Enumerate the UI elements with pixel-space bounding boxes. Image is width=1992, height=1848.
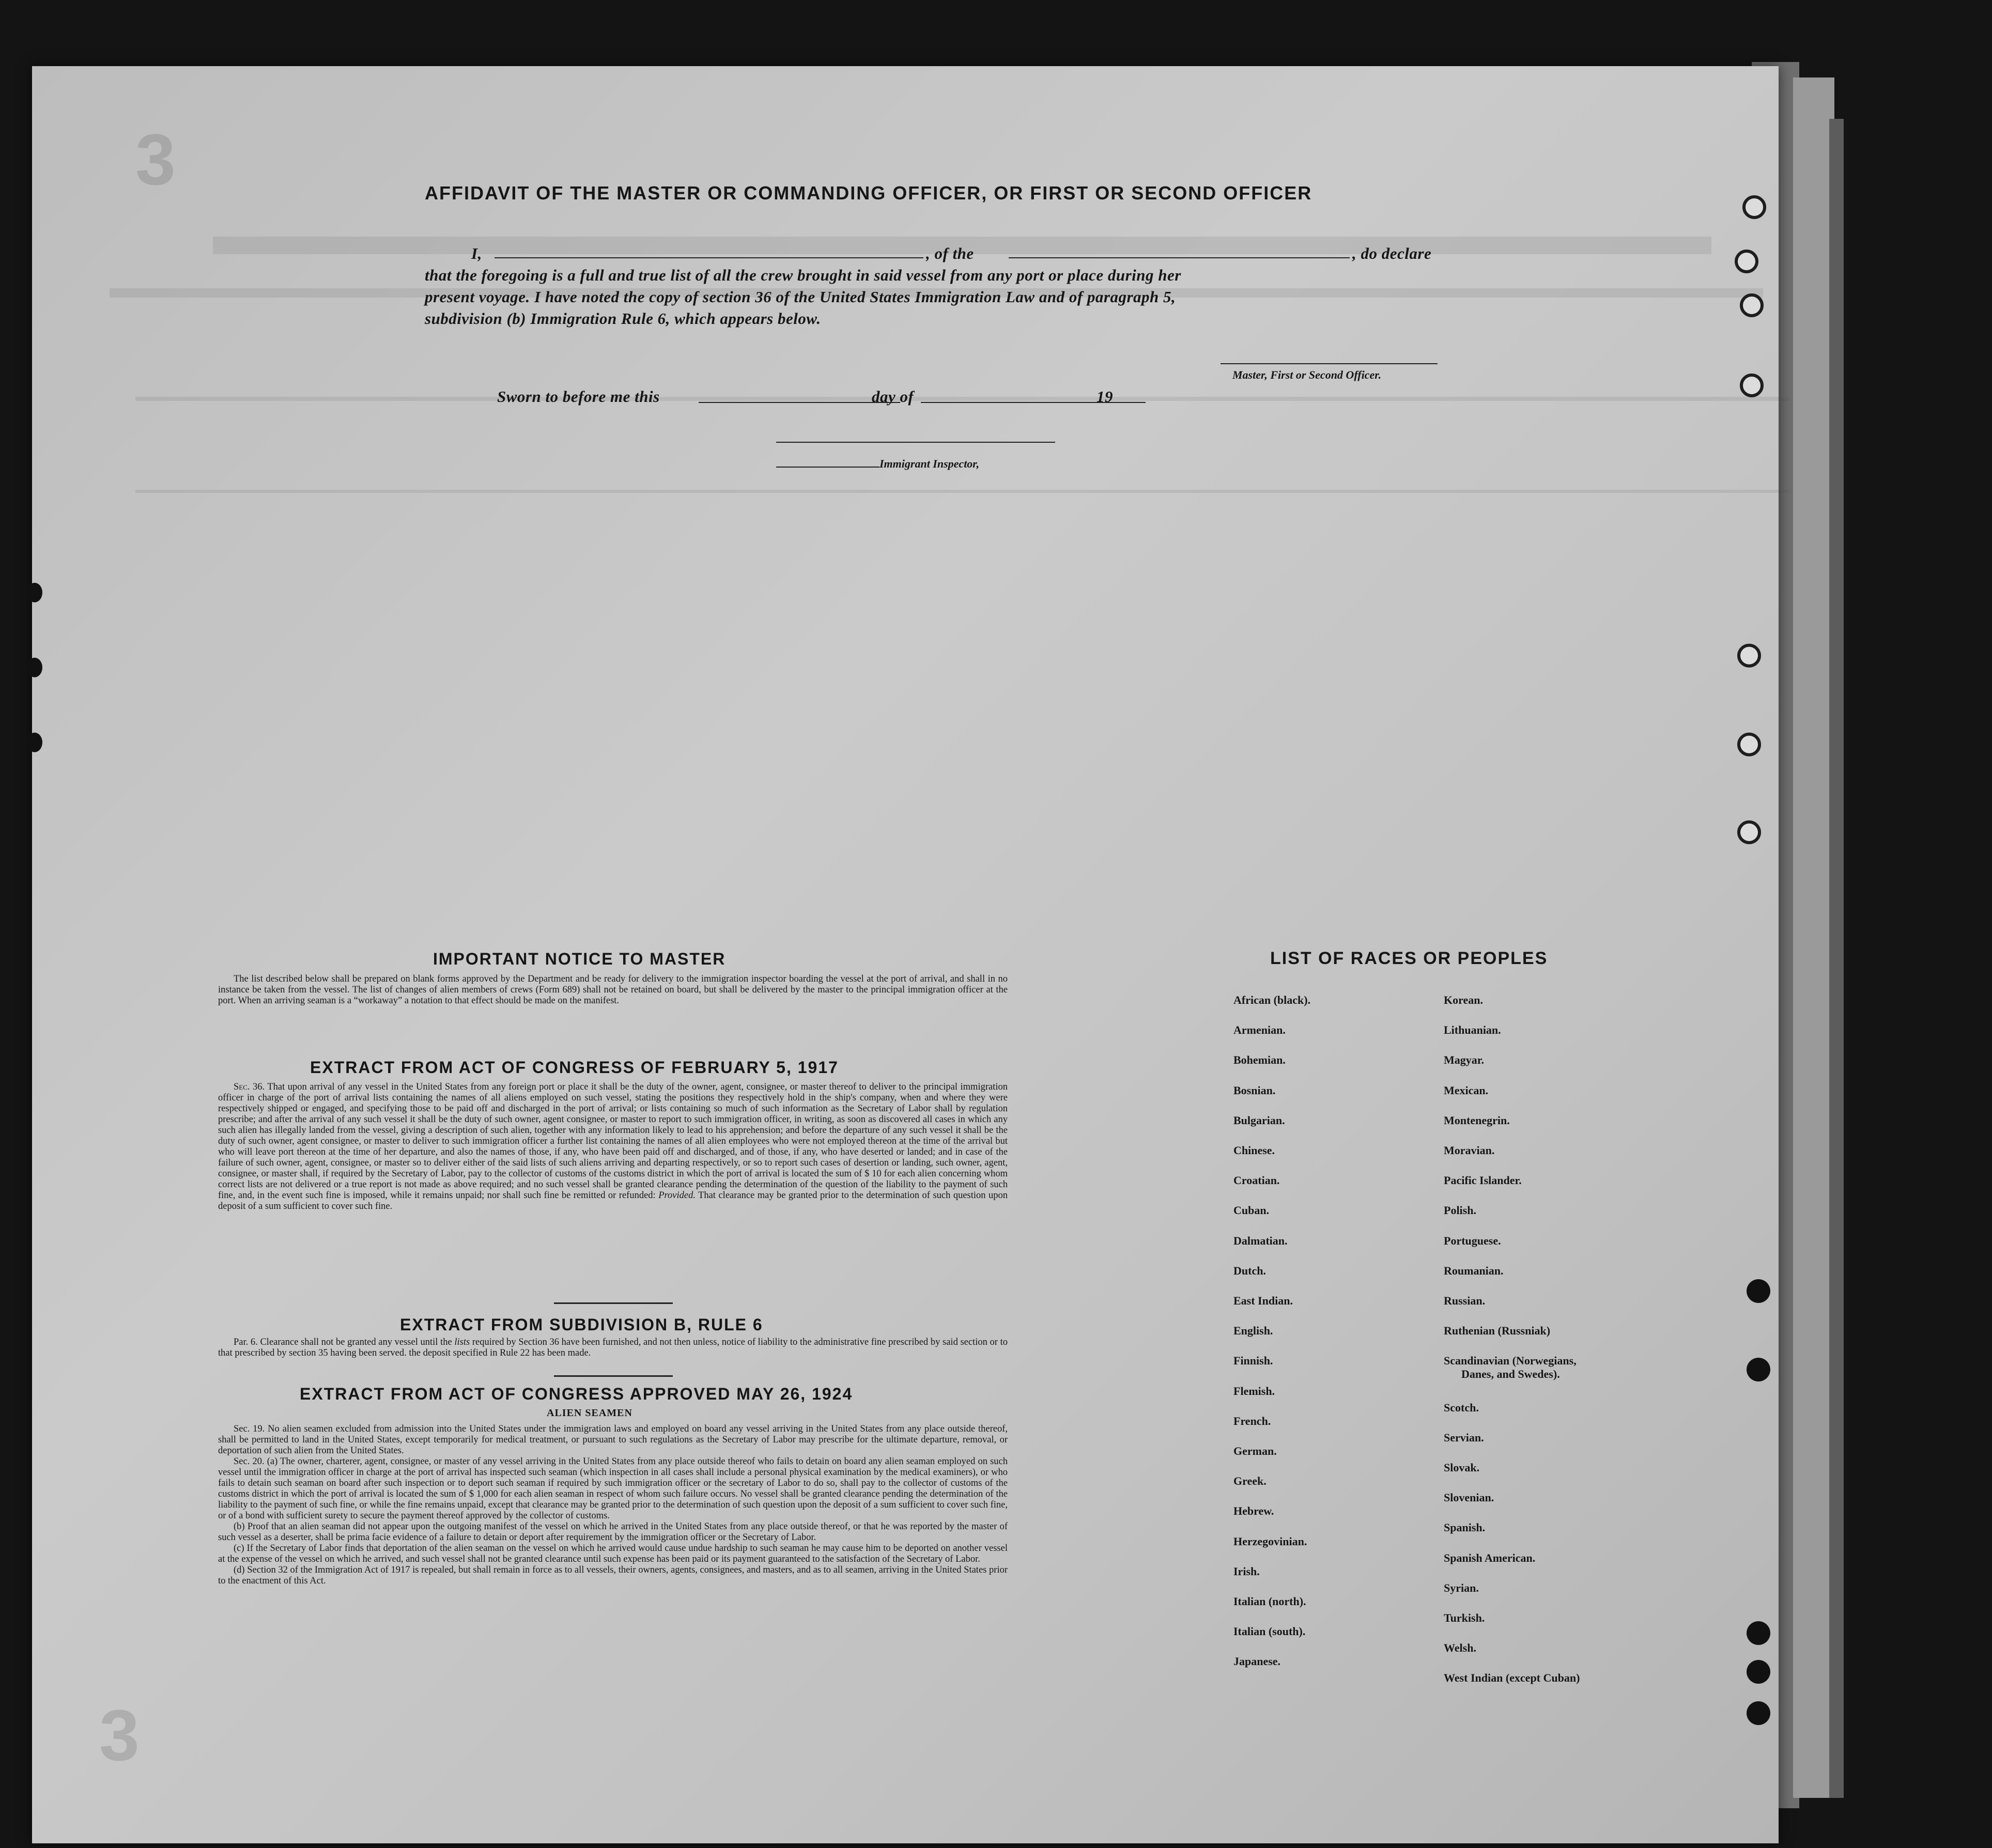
sec-36-label: Sec. 36.: [234, 1082, 265, 1092]
race-item: Ruthenian (Russniak): [1444, 1324, 1551, 1338]
race-item: Dutch.: [1233, 1264, 1266, 1277]
race-item: Japanese.: [1233, 1655, 1281, 1668]
race-item: Spanish American.: [1444, 1551, 1536, 1564]
punch-hole: [1747, 1621, 1770, 1645]
binder-ring: [1740, 293, 1764, 317]
race-item: Greek.: [1233, 1474, 1267, 1488]
punch-hole: [1747, 1660, 1770, 1684]
affidavit-do-declare: , do declare: [1352, 244, 1432, 262]
race-item: Mexican.: [1444, 1083, 1489, 1097]
race-item: Slovak.: [1444, 1461, 1480, 1474]
binder-ring: [1740, 374, 1764, 397]
page-number-ghost-bottom: 3: [99, 1695, 140, 1776]
affidavit-i-label: I,: [471, 244, 482, 262]
name-blank: [495, 257, 923, 258]
separator: [554, 1375, 673, 1377]
provided-word: Provided.: [658, 1190, 696, 1201]
affidavit-line-4: subdivision (b) Immigration Rule 6, which appears below.: [425, 309, 821, 328]
master-signature-line: [1221, 363, 1438, 364]
sec-19-text: Sec. 19. No alien seamen excluded from admission into the United States under the immigration laws and employed on board any vessel arriving in the United States from any place outside thereof, shall be permitted to land in the United States, except temporarily for medical treatment, or pursuant to such regulations as the Secretary of Labor may prescribe for the ultimate departure, removal, or deportation of such alien from the United States.: [218, 1424, 1008, 1456]
binder-ring: [1742, 195, 1766, 219]
race-item: East Indian.: [1233, 1294, 1293, 1307]
sworn-day-blank: [699, 402, 900, 403]
race-item: Italian (north).: [1233, 1595, 1306, 1608]
master-label: Master, First or Second Officer.: [1232, 368, 1382, 381]
binder-ring: [1737, 733, 1761, 756]
affidavit-line-1: [471, 244, 482, 263]
sec-36-text: That upon arrival of any vessel in the United States from any foreign port or place it shall be the duty of the owner, agent, consignee, or master thereof to deliver to the principal immigration officer in charge of the port of arrival lists containing the names of all aliens employed on such vessel, stating the positions they respectively hold in the ship's company, when and where they were respectively shipped or engaged, and specifying those to be paid off and discharged in the port of arrival; or lists containing so much of such information as the Secretary of Labor shall by regulation prescribe; and after the arrival of any such vessel it shall be the duty of such owner, agent consignee, or master to report to such immigration officer, in writing, as soon as discovered all cases in which any such alien has illegally landed from the vessel, giving a description of such alien, together with any information likely to lead to his apprehension; and before the departure of any such vessel it shall be the duty of such owner, agent consignee, or master to deliver to such immigration officer a further list containing the names of all alien employees who were not employed thereon at the time of the arrival but who will leave port thereon at the time of her departure, and also the names of those, if any, who have been paid off and discharged, and of those, if any, who have deserted or landed; and in case of the failure of such owner, agent, consignee, or master so to deliver either of the said lists of such aliens arriving and departing respectively, or so to report such cases of desertion or landing, such owner, agent, consignee, or master shall, if required by the Secretary of Labor, pay to the collector of customs of the customs district in which the port of arrival is located the sum of $ 10 for each alien concerning whom correct lists are not delivered or a true report is not made as above required; and no such vessel shall be granted clearance pending the determination of the question of the liability to the payment of such fine, and, in the event such fine is imposed, while it remains unpaid; nor shall such fine be remitted or refunded:: [218, 1082, 1008, 1201]
extract-1924-title: EXTRACT FROM ACT OF CONGRESS APPROVED MAY 26, 1924: [300, 1385, 853, 1403]
notice-body: [218, 974, 1008, 1006]
race-item: Moravian.: [1444, 1144, 1495, 1157]
race-item: Croatian.: [1233, 1174, 1280, 1187]
page-number-ghost: 3: [135, 119, 176, 200]
race-item: Montenegrin.: [1444, 1113, 1510, 1127]
inspector-underline: [776, 467, 879, 468]
punch-hole: [1747, 1701, 1770, 1725]
binder-ring: [1737, 644, 1761, 667]
alien-seamen-subtitle: ALIEN SEAMEN: [547, 1407, 632, 1419]
race-item: Dalmatian.: [1233, 1234, 1288, 1247]
punch-hole: [1747, 1279, 1770, 1303]
race-item: Danes, and Swedes).: [1461, 1368, 1560, 1381]
sec-36-text-end: That clearance may be granted prior to the determination of such question upon deposit of a sum sufficient to cover such fine.: [218, 1190, 1008, 1212]
race-item: West Indian (except Cuban): [1444, 1671, 1580, 1685]
races-title: LIST OF RACES OR PEOPLES: [1270, 949, 1548, 968]
race-item: Chinese.: [1233, 1144, 1275, 1157]
bleed-through-rule: [135, 397, 1789, 401]
race-item: Herzegovinian.: [1233, 1534, 1307, 1548]
vessel-blank: [1009, 257, 1350, 258]
race-item: Pacific Islander.: [1444, 1174, 1522, 1187]
lists-word: lists: [454, 1337, 470, 1347]
race-item: Flemish.: [1233, 1384, 1275, 1397]
inspector-label: Immigrant Inspector,: [879, 457, 980, 470]
race-item: Servian.: [1444, 1431, 1484, 1444]
binder-ring: [1737, 820, 1761, 844]
subdivision-title: EXTRACT FROM SUBDIVISION B, RULE 6: [400, 1315, 763, 1334]
affidavit-line-3: present voyage. I have noted the copy of section 36 of the United States Immigration Law and of paragraph 5,: [425, 288, 1176, 306]
race-item: French.: [1233, 1414, 1271, 1427]
race-item: Slovenian.: [1444, 1491, 1494, 1504]
notice-title: IMPORTANT NOTICE TO MASTER: [433, 950, 726, 968]
extract-1917-body: [218, 1082, 1008, 1212]
race-item: Hebrew.: [1233, 1504, 1274, 1518]
underlying-page-edge-3: [1829, 119, 1844, 1798]
sec-20d-text: (d) Section 32 of the Immigration Act of 1917 is repealed, but shall remain in force as to all vessels, their owners, agents, consignees, and masters, and as to all seamen, arriving in the United States prior to the enactment of this Act.: [218, 1565, 1008, 1586]
race-item: African (black).: [1233, 993, 1311, 1006]
race-item: Magyar.: [1444, 1053, 1485, 1067]
race-item: Irish.: [1233, 1564, 1260, 1578]
punch-hole: [1747, 1358, 1770, 1381]
sworn-day-of: day of: [872, 387, 914, 406]
race-item: Italian (south).: [1233, 1625, 1306, 1638]
race-item: Cuban.: [1233, 1204, 1270, 1217]
separator: [554, 1302, 673, 1304]
race-item: Lithuanian.: [1444, 1023, 1501, 1037]
extract-1917-title: EXTRACT FROM ACT OF CONGRESS OF FEBRUARY 5, 1917: [310, 1058, 839, 1077]
race-item: Scotch.: [1444, 1401, 1479, 1414]
race-item: Welsh.: [1444, 1641, 1476, 1655]
race-item: Bosnian.: [1233, 1083, 1276, 1097]
underlying-page-edge-2: [1793, 77, 1834, 1798]
binder-ring: [1735, 250, 1758, 273]
subdivision-body: [218, 1337, 1008, 1359]
race-item: Bohemian.: [1233, 1053, 1286, 1067]
sworn-year-blank: [1115, 402, 1146, 403]
sworn-year-prefix: 19: [1097, 387, 1113, 406]
sec-20b-text: (b) Proof that an alien seaman did not appear upon the outgoing manifest of the vessel on which he arrived in the United States from any place outside thereof, or that he was reported by the master of such vessel as a deserter, shall be prima facie evidence of a failure to detain or deport after requirement by the immigration officer or the Secretary of Labor.: [218, 1521, 1008, 1543]
inspector-signature-line: [776, 442, 1055, 443]
manifest-page: [32, 66, 1779, 1843]
notice-text: The list described below shall be prepared on blank forms approved by the Department and be ready for delivery to the immigration inspector boarding the vessel at the port of arrival, and shall in no instance be taken from the vessel. The list of changes of alien members of crews (Form 689) shall not be retained on board, but shall be delivered by the master to the principal immigration officer at the port. When an arriving seaman is a “workaway” a notation to that effect should be made on the manifest.: [218, 974, 1008, 1006]
race-item: Armenian.: [1233, 1023, 1286, 1037]
sec-20a-text: Sec. 20. (a) The owner, charterer, agent, consignee, or master of any vessel arriving in the United States from any place outside thereof who fails to detain on board any alien seaman employed on such vessel until the immigration officer in charge at the port of arrival has inspected such seaman (which inspection in all cases shall include a personal physical examination by the medical examiners), or who fails to detain such seaman on board after such inspection or to deport such seaman if required by such immigration officer or the secretary of Labor to do so, shall pay to the collector of customs of the customs district in which the port of arrival is located the sum of $ 1,000 for each alien seaman in respect of whom such failure occurs. No vessel shall be granted clearance pending the determination of the liability to the payment of such fine, or while the fine remains unpaid, except that clearance may be granted prior to the determination of such question upon the deposit of a sum sufficient to cover such fine, or of a bond with sufficient surety to secure the payment thereof approved by the collector of customs.: [218, 1456, 1008, 1521]
race-item: German.: [1233, 1445, 1277, 1457]
race-item: Korean.: [1444, 993, 1483, 1006]
sec-20c-text: (c) If the Secretary of Labor finds that deportation of the alien seaman on the vessel on which he arrived would cause undue hardship to such seaman he may cause him to be deported on another vessel at the expense of the vessel on which he arrived, and such vessel shall not be granted clearance until such expense has been paid or its payment guaranteed to the satisfaction of the Secretary of Labor.: [218, 1543, 1008, 1564]
affidavit-title: AFFIDAVIT OF THE MASTER OR COMMANDING OFFICER, OR FIRST OR SECOND OFFICER: [425, 182, 1312, 204]
par-6-text-end: required by Section 36 have been furnished, and not then unless, notice of liability to the administrative fine prescribed by said section or to that prescribed by section 35 having been served. the deposit specified in Rule 22 has been made.: [218, 1337, 1008, 1358]
par-6-text: Par. 6. Clearance shall not be granted any vessel until the: [234, 1337, 452, 1347]
race-item: Portuguese.: [1444, 1234, 1501, 1247]
punch-hole: [27, 733, 42, 752]
race-item: Scandinavian (Norwegians,: [1444, 1354, 1577, 1368]
race-item: Spanish.: [1444, 1521, 1486, 1534]
race-item: Bulgarian.: [1233, 1113, 1285, 1127]
race-item: Russian.: [1444, 1294, 1486, 1307]
bleed-through-rule-2: [135, 490, 1789, 493]
affidavit-line-2: that the foregoing is a full and true list of all the crew brought in said vessel from any port or place during her: [425, 266, 1181, 284]
punch-hole: [27, 658, 42, 677]
sworn-label: Sworn to before me this: [497, 387, 660, 406]
race-item: English.: [1233, 1324, 1273, 1338]
extract-1924-body: [218, 1424, 1008, 1587]
race-item: Syrian.: [1444, 1581, 1479, 1594]
punch-hole: [27, 583, 42, 602]
race-item: Roumanian.: [1444, 1264, 1504, 1277]
race-item: Finnish.: [1233, 1354, 1273, 1368]
race-item: Turkish.: [1444, 1611, 1485, 1624]
race-item: Polish.: [1444, 1204, 1476, 1217]
affidavit-of-the: , of the: [926, 244, 974, 262]
